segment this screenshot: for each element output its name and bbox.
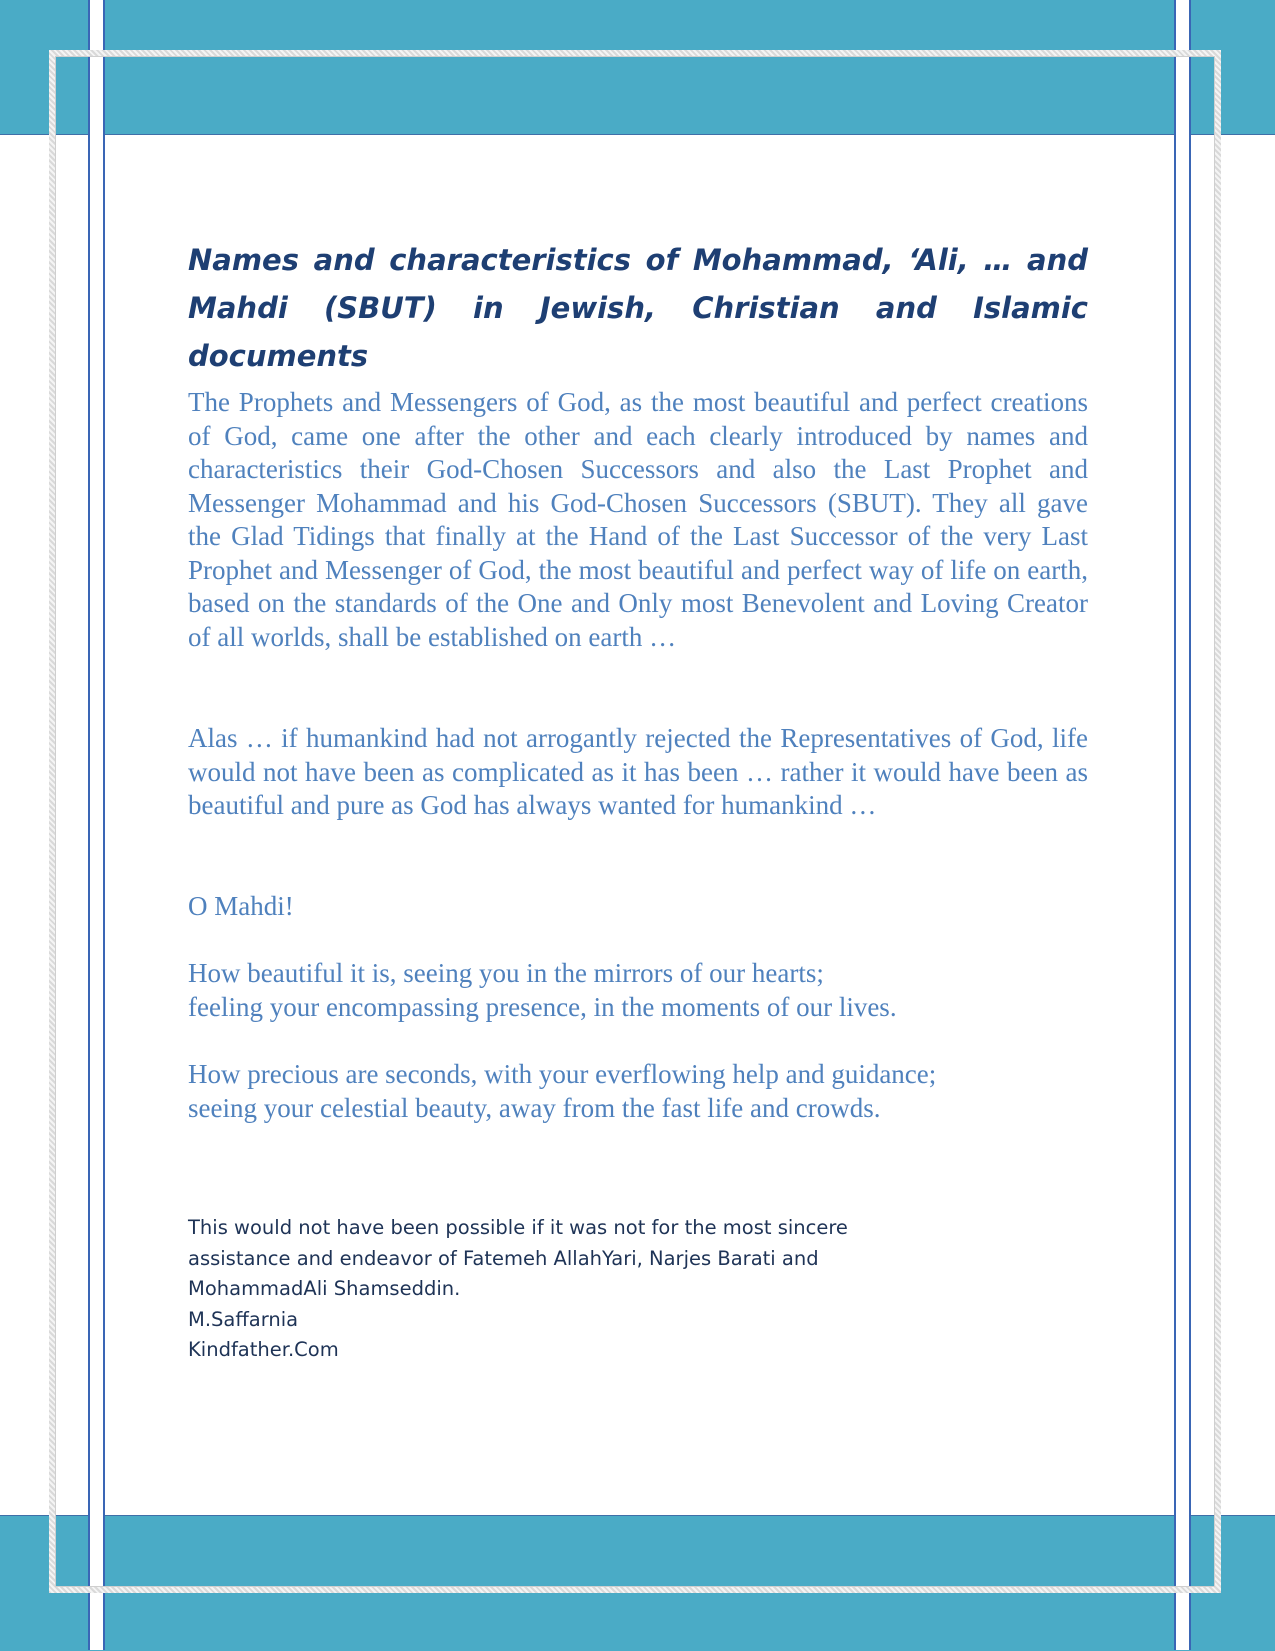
credits-line: assistance and endeavor of Fatemeh AllahYari, Narjes Barati and	[188, 1246, 819, 1270]
website-name: Kindfather.Com	[188, 1338, 339, 1361]
credits-line: This would not have been possible if it was not for the most sincere	[188, 1216, 848, 1239]
document-title: Names and characteristics of Mohammad, ‘Ali, … and Mahdi (SBUT) in Jewish, Christian and Islamic documents	[188, 243, 1088, 373]
intro-paragraph: The Prophets and Messengers of God, as the most beautiful and perfect creations of God, came one after the other and each clearly introduced by names and characteristics their God-Chosen Successors and also the Last Prophet and Messenger Mohammad and his God-Chosen Successors (SBUT). They all gave the Glad Tidings that finally at the Hand of the Last Successor of the very Last Prophet and Messenger of God, the most beautiful and perfect way of life on earth, based on the standards of the One and Only most Benevolent and Loving Creator of all worlds, shall be established on earth …	[188, 387, 1088, 652]
author-name: M.Saffarnia	[188, 1307, 299, 1331]
poem-stanza-2	[188, 1058, 1088, 1125]
alas-paragraph: Alas … if humankind had not arrogantly rejected the Representatives of God, life would not have been as complicated as it has been … rather it would have been as beautiful and pure as God has always wanted for humankind …	[188, 723, 1088, 820]
acknowledgements	[188, 1213, 1088, 1366]
poem-line: feeling your encompassing presence, in the moments of our lives.	[188, 991, 897, 1022]
poem-line: How precious are seconds, with your everflowing help and guidance;	[188, 1059, 937, 1089]
o-mahdi-line: O Mahdi!	[188, 891, 294, 921]
poem-line: How beautiful it is, seeing you in the mirrors of our hearts;	[188, 958, 824, 988]
poem-line: seeing your celestial beauty, away from the fast life and crowds.	[188, 1092, 881, 1123]
poem-stanza-1	[188, 957, 1088, 1024]
credits-line: MohammadAli Shamseddin.	[188, 1277, 461, 1300]
